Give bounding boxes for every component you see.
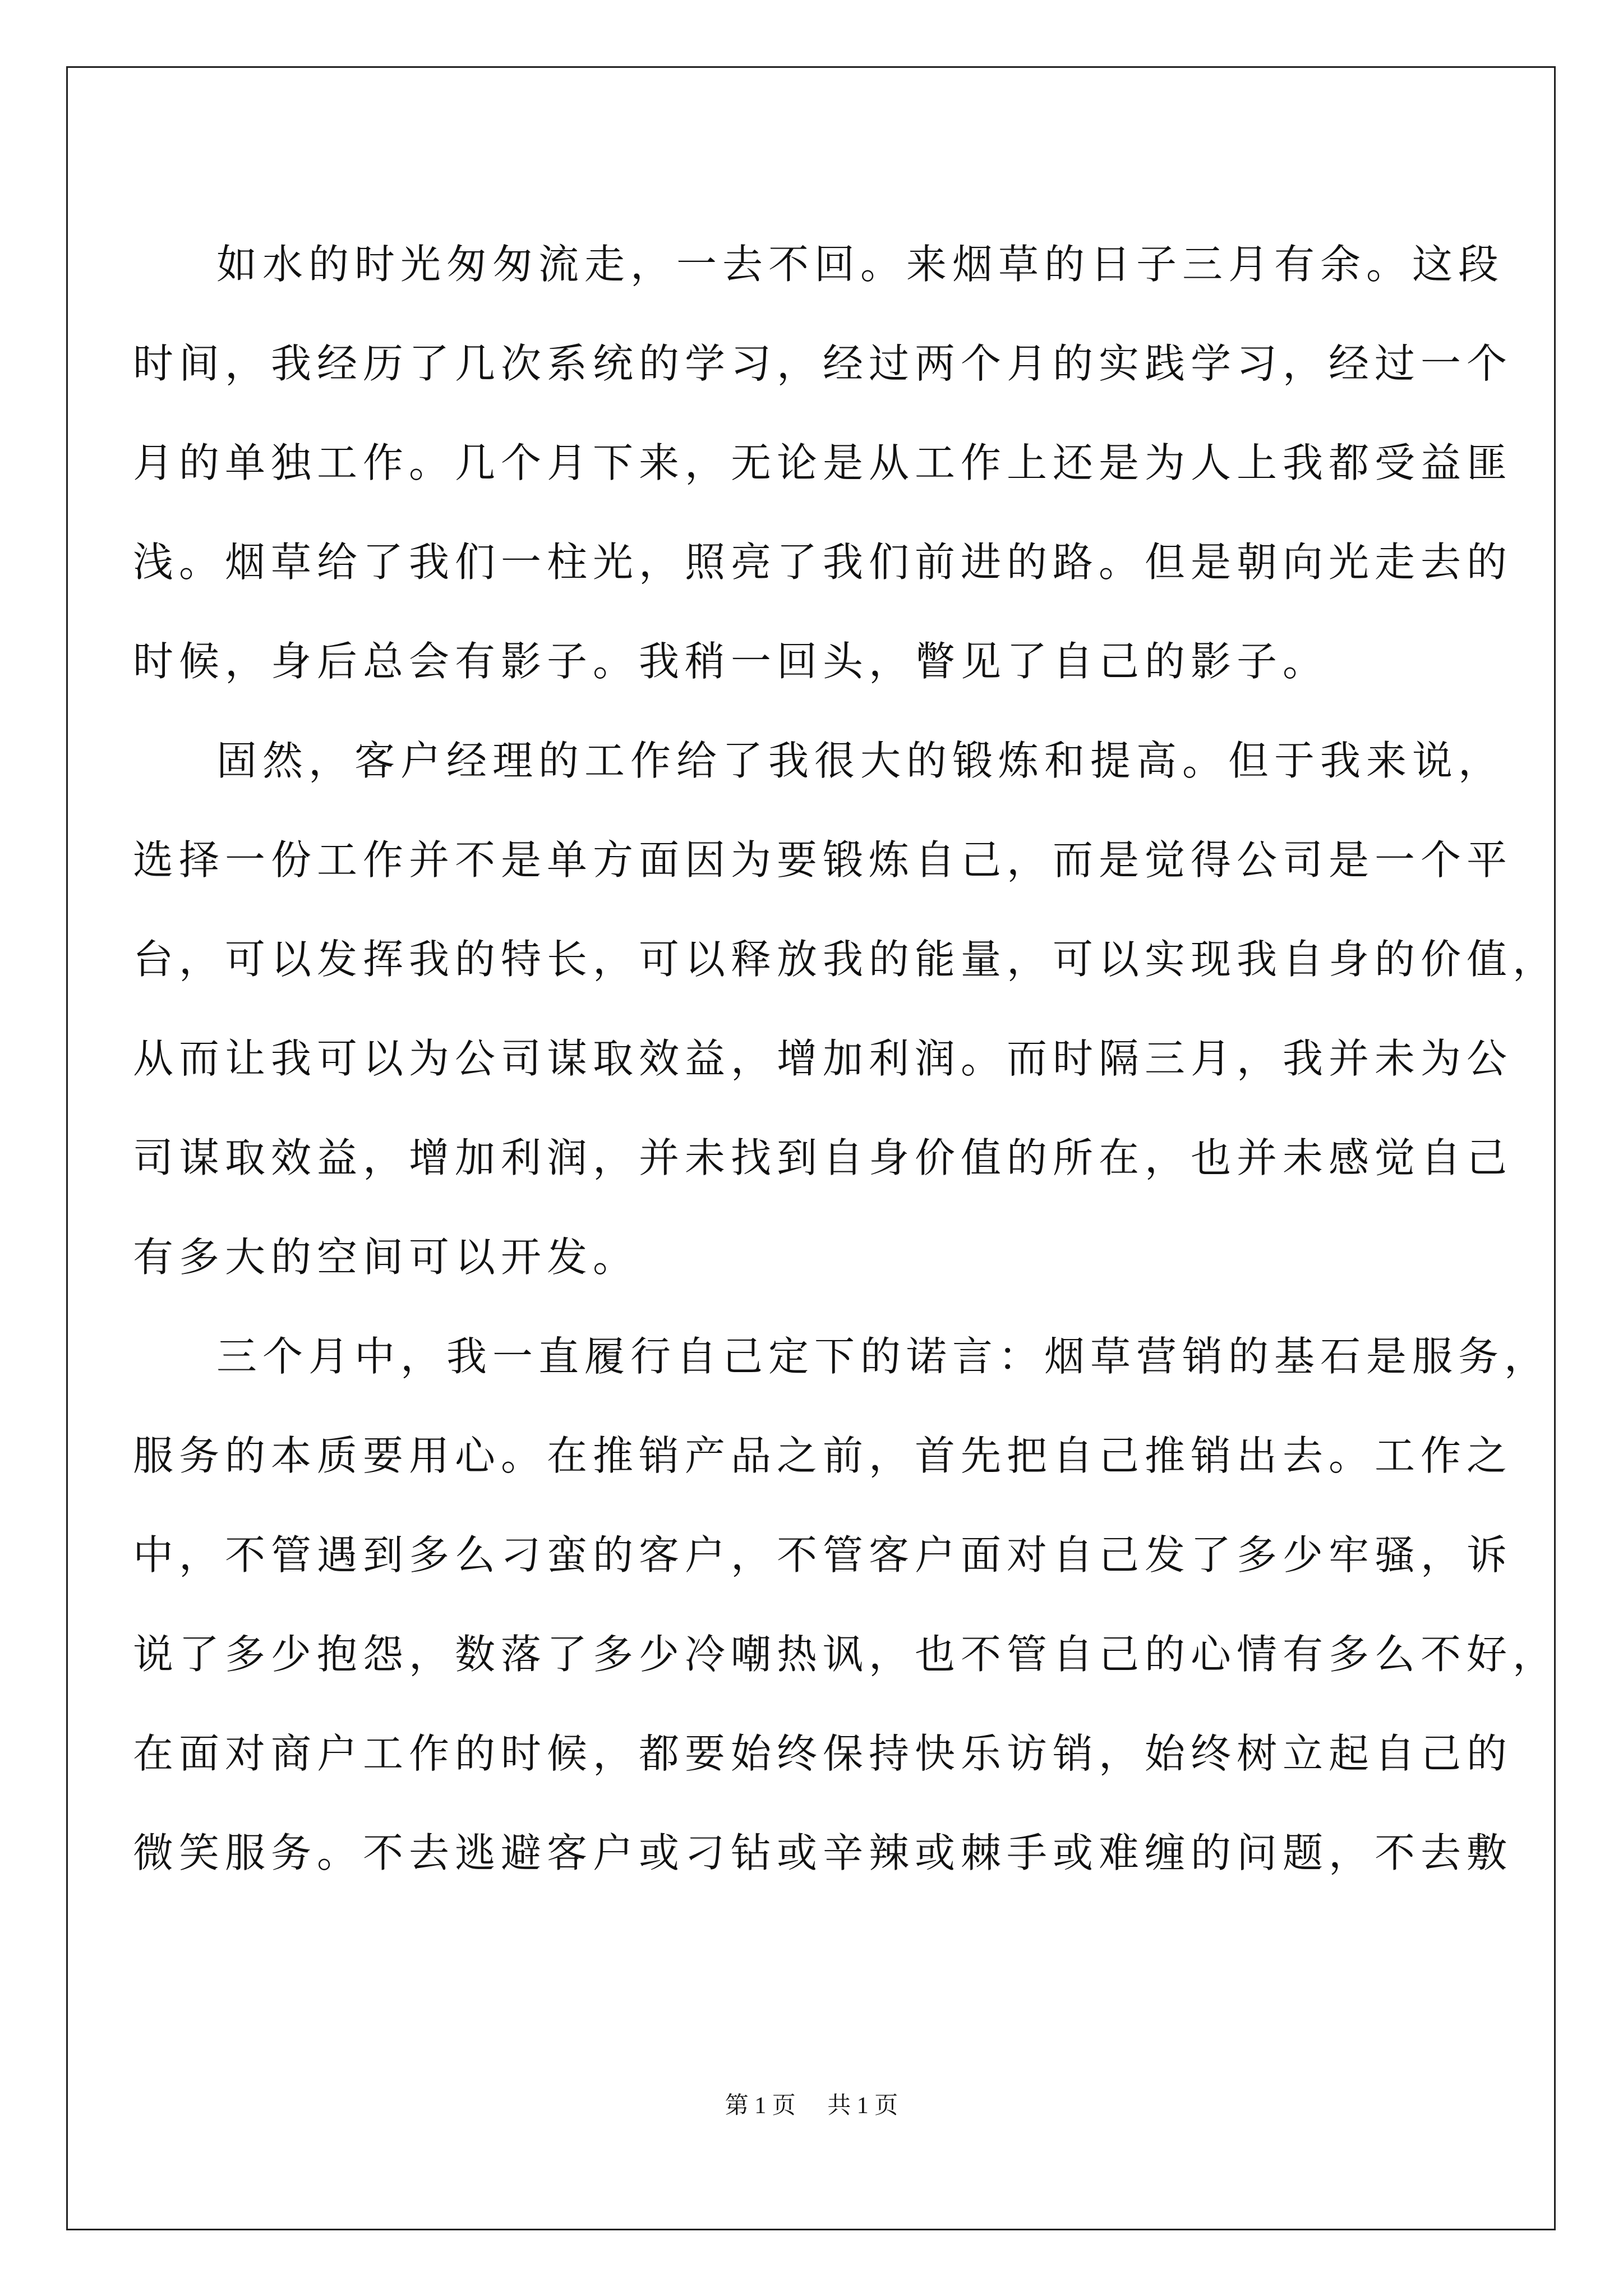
page-number: 第 1 页: [725, 2093, 796, 2119]
paragraph-2-line-1: 固然，客户经理的工作给了我很大的锻炼和提高。但于我来说，: [216, 737, 1505, 784]
paragraph-2-line-2: 选择一份工作并不是单方面因为要锻炼自己，而是觉得公司是一个平: [133, 836, 1513, 884]
paragraph-2-line-3: 台，可以发挥我的特长，可以释放我的能量，可以实现我自身的价值，: [133, 936, 1559, 983]
paragraph-2-line-6: 有多大的空间可以开发。: [133, 1234, 639, 1281]
page-footer: [0, 2087, 1623, 2120]
paragraph-1-line-3: 月的单独工作。几个月下来，无论是从工作上还是为人上我都受益匪: [133, 439, 1513, 486]
document-body: [133, 215, 1559, 1903]
paragraph-1-line-4: 浅。烟草给了我们一柱光，照亮了我们前进的路。但是朝向光走去的: [133, 539, 1513, 586]
paragraph-1-line-5: 时候，身后总会有影子。我稍一回头，瞥见了自己的影子。: [133, 638, 1329, 685]
paragraph-3-line-6: 微笑服务。不去逃避客户或刁钻或辛辣或棘手或难缠的问题，不去敷: [133, 1829, 1513, 1876]
paragraph-1-line-1: 如水的时光匆匆流走，一去不回。来烟草的日子三月有余。这段: [216, 241, 1505, 288]
paragraph-3-line-4: 说了多少抱怨，数落了多少冷嘲热讽，也不管自己的心情有多么不好，: [133, 1631, 1559, 1678]
paragraph-1-line-2: 时间，我经历了几次系统的学习，经过两个月的实践学习，经过一个: [133, 340, 1513, 387]
paragraph-2-line-5: 司谋取效益，增加利润，并未找到自身价值的所在，也并未感觉自己: [133, 1134, 1513, 1181]
paragraph-3-line-2: 服务的本质要用心。在推销产品之前，首先把自己推销出去。工作之: [133, 1432, 1513, 1479]
paragraph-3-line-1: 三个月中，我一直履行自己定下的诺言：烟草营销的基石是服务，: [216, 1333, 1551, 1380]
page-total: 共 1 页: [827, 2093, 898, 2119]
paragraph-3-line-5: 在面对商户工作的时候，都要始终保持快乐访销，始终树立起自己的: [133, 1730, 1513, 1777]
paragraph-2-line-4: 从而让我可以为公司谋取效益，增加利润。而时隔三月，我并未为公: [133, 1035, 1513, 1082]
paragraph-3-line-3: 中，不管遇到多么刁蛮的客户，不管客户面对自己发了多少牢骚，诉: [133, 1531, 1513, 1579]
